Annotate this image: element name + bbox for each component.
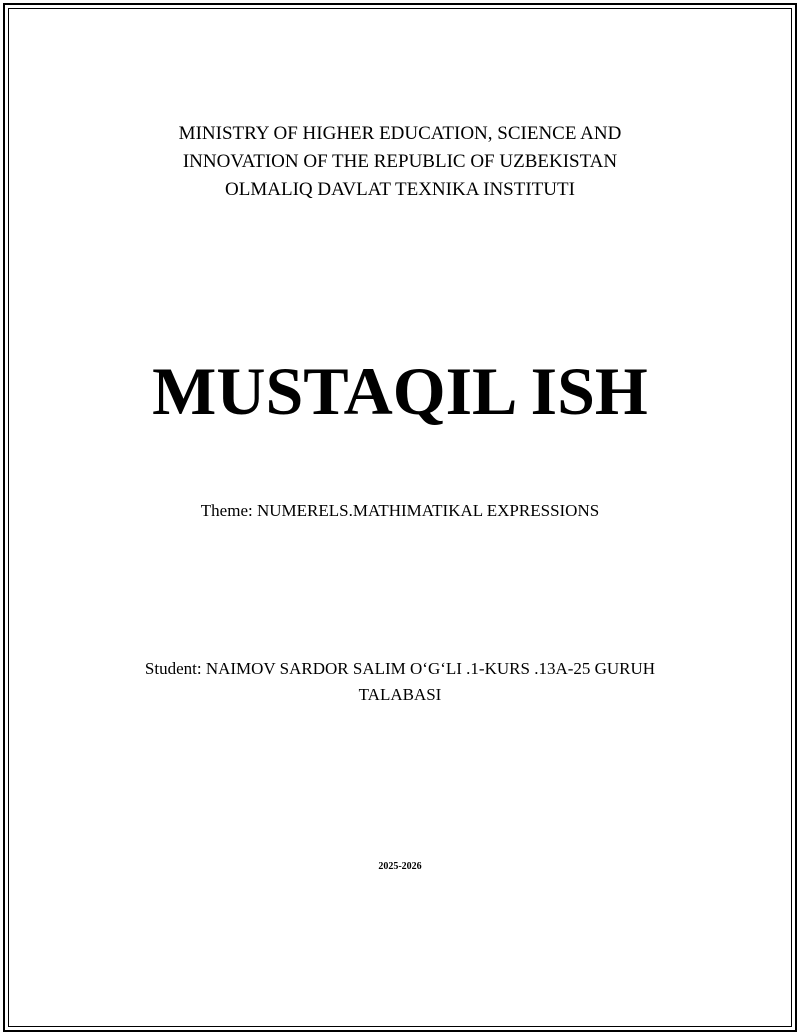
theme-line: Theme: NUMERELS.MATHIMATIKAL EXPRESSIONS: [200, 501, 600, 520]
academic-years: 2025-2026: [378, 861, 422, 872]
document-title: MUSTAQIL ISH: [152, 353, 648, 429]
institute-name: OLMALIQ DAVLAT TEXNIKA INSTITUTI: [225, 179, 575, 200]
ministry-line-2: INNOVATION OF THE REPUBLIC OF UZBEKISTAN: [182, 151, 618, 172]
student-line-2: TALABASI: [358, 685, 442, 704]
student-line-1: Student: NAIMOV SARDOR SALIM O‘G‘LI .1-KURS .13A-25 GURUH: [144, 659, 656, 678]
ministry-line-1: MINISTRY OF HIGHER EDUCATION, SCIENCE AND: [178, 123, 622, 144]
